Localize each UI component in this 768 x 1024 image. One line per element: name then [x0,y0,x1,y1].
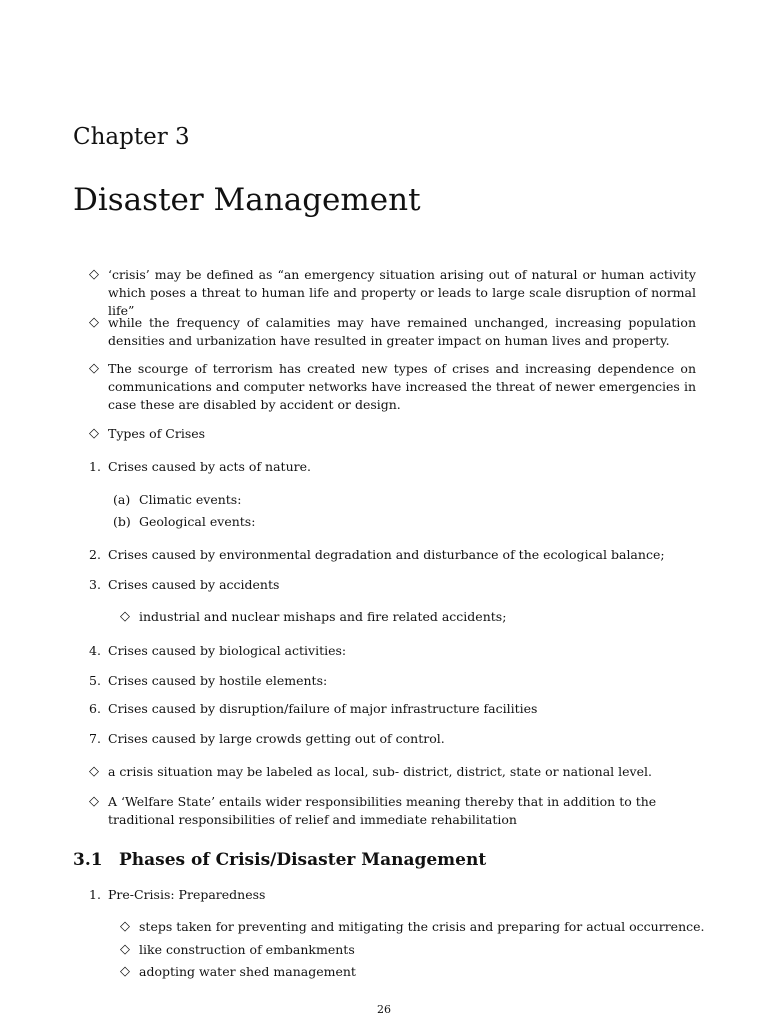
sub-item: like construction of embankments [139,942,355,957]
diamond-bullet-icon: ◇ [89,794,99,809]
bullet-calamities: while the frequency of calamities may have remained unchanged, increasing population densities and urbanization have resulted in greater impact on human lives and property. [108,315,696,348]
sub-item: Climatic events: [139,492,242,507]
list-item: Crises caused by hostile elements: [108,673,328,688]
bullet-types-of-crises: Types of Crises [108,426,206,441]
list-item: Pre-Crisis: Preparedness [108,887,266,902]
bullet-terrorism: The scourge of terrorism has created new types of crises and increasing dependence on communications and computer networks have increased the threat of newer emergencies in case these are disabled by accident or design. [108,361,696,412]
diamond-bullet-icon: ◇ [89,361,99,376]
diamond-bullet-icon: ◇ [89,267,99,282]
bullet-crisis-level: a crisis situation may be labeled as local, sub- district, district, state or national level. [108,764,652,779]
list-number: 3. [89,577,101,592]
diamond-bullet-icon: ◇ [89,426,99,441]
diamond-bullet-icon: ◇ [120,942,130,957]
sub-item: industrial and nuclear mishaps and fire related accidents; [139,609,507,624]
list-number: 4. [89,643,101,658]
chapter-label: Chapter 3 [73,124,190,150]
diamond-bullet-icon: ◇ [89,764,99,779]
diamond-bullet-icon: ◇ [89,315,99,330]
bullet-welfare-state: A ‘Welfare State’ entails wider responsibilities meaning thereby that in addition to the traditional responsibilities of relief and immediate rehabilitation [108,794,657,827]
list-item: Crises caused by acts of nature. [108,459,311,474]
list-item: Crises caused by accidents [108,577,280,592]
list-item: Crises caused by biological activities: [108,643,347,658]
list-number: 5. [89,673,101,688]
sub-item: adopting water shed management [139,964,356,979]
list-number: 6. [89,701,101,716]
bullet-crisis-definition: ‘crisis’ may be defined as “an emergency situation arising out of natural or human activity which poses a threat to human life and property or leads to large scale disruption of normal life” [108,267,696,318]
diamond-bullet-icon: ◇ [120,609,130,624]
list-item: Crises caused by environmental degradation and disturbance of the ecological balance; [108,547,665,562]
sub-label: (b) [113,514,131,529]
sub-item: steps taken for preventing and mitigating the crisis and preparing for actual occurrence. [139,919,705,934]
diamond-bullet-icon: ◇ [120,964,130,979]
list-number: 1. [89,459,101,474]
list-number: 1. [89,887,101,902]
list-number: 7. [89,731,101,746]
sub-item: Geological events: [139,514,256,529]
page-number: 26 [377,1003,391,1016]
list-item: Crises caused by disruption/failure of major infrastructure facilities [108,701,538,716]
chapter-title: Disaster Management [73,182,421,218]
section-title: Phases of Crisis/Disaster Management [119,850,487,870]
diamond-bullet-icon: ◇ [120,919,130,934]
list-item: Crises caused by large crowds getting out of control. [108,731,445,746]
section-number: 3.1 [73,850,103,870]
list-number: 2. [89,547,101,562]
sub-label: (a) [113,492,131,507]
